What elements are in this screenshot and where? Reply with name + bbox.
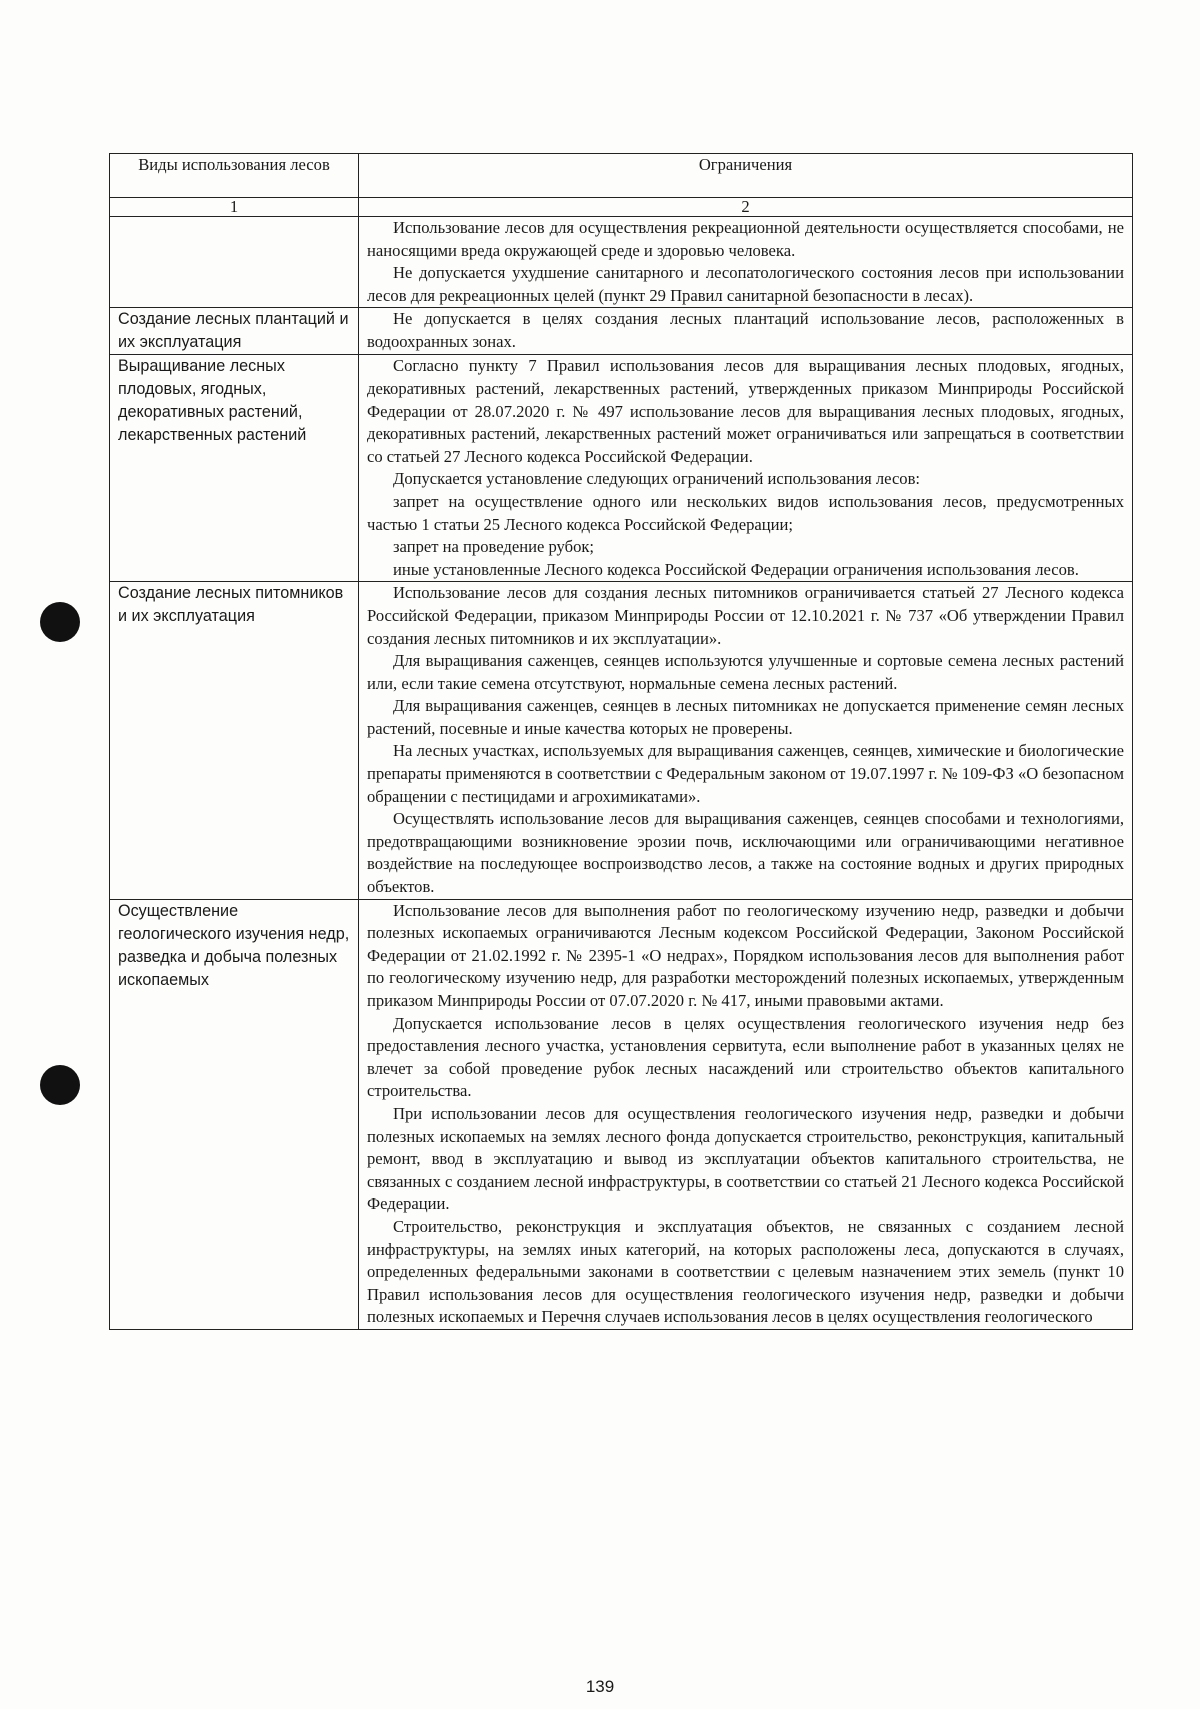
- restriction-paragraph: На лесных участках, используемых для выращивания саженцев, сеянцев, химические и биологические препараты применяются в соответствии с Федеральным законом от 19.07.1997 г. № 109-ФЗ «О безопасном обращении с пестицидами и агрохимикатами».: [367, 741, 1124, 806]
- restriction-paragraph: запрет на осуществление одного или нескольких видов использования лесов, предусмотренных частью 1 статьи 25 Лесного кодекса Российской Федерации;: [367, 491, 1124, 534]
- restriction-paragraph: Использование лесов для выполнения работ по геологическому изучению недр, разведки и добычи полезных ископаемых ограничиваются Лесным кодексом Российской Федерации, Законом Российской Федерации от 21.02.1992 г. № 2395-1 «О недрах», Порядком использования лесов для выполнения работ по геологическому изучению недр, для разработки месторождений полезных ископаемых, утвержденным приказом Минприроды России от 07.07.2020 г. № 417, иными правовыми актами.: [367, 900, 1124, 1010]
- forest-use-restrictions-table: [109, 153, 1133, 1330]
- header-forest-use-types: Виды использования лесов: [110, 154, 359, 198]
- binder-hole-lower: [40, 1065, 80, 1105]
- restriction-paragraph: Осуществлять использование лесов для выращивания саженцев, сеянцев способами и технологиями, предотвращающими возникновение эрозии почв, исключающими или ограничивающими негативное воздействие на последующее воспроизводство лесов, а также на состояние водных и других природных объектов.: [367, 809, 1124, 897]
- restriction-paragraph: иные установленные Лесного кодекса Российской Федерации ограничения использования лесов.: [393, 559, 1079, 579]
- restriction-paragraph: При использовании лесов для осуществления геологического изучения недр, разведки и добычи полезных ископаемых на землях лесного фонда допускается строительство, реконструкция, капитальный ремонт, ввод в эксплуатацию и вывод из эксплуатации объектов капитального строительства, не связанных с созданием лесной инфраструктуры, в соответствии со статьей 21 Лесного кодекса Российской Федерации.: [367, 1103, 1124, 1214]
- table-header-row: [110, 154, 1133, 198]
- restrictions-cell: [359, 355, 1133, 582]
- forest-use-kind: Выращивание лесных плодовых, ягодных, декоративных растений, лекарственных растений: [110, 355, 359, 582]
- table-column-number-row: [110, 198, 1133, 217]
- restriction-paragraph: Не допускается в целях создания лесных плантаций использование лесов, расположенных в водоохранных зонах.: [367, 309, 1124, 351]
- restriction-paragraph: Строительство, реконструкция и эксплуатация объектов, не связанных с созданием лесной инфраструктуры, на землях иных категорий, на которых расположены леса, допускаются в случаях, определенных федеральными законами в соответствии с целевым назначением этих земель (пункт 10 Правил использования лесов для осуществления геологического изучения недр, разведки и добычи полезных ископаемых и Перечня случаев использования лесов в целях осуществления геологического: [367, 1216, 1124, 1327]
- restriction-paragraph: запрет на проведение рубок;: [393, 537, 595, 557]
- header-restrictions: Ограничения: [359, 154, 1133, 198]
- table-row-forest-nurseries: [110, 582, 1133, 899]
- restrictions-cell: [359, 308, 1133, 355]
- forest-use-kind: Создание лесных питомников и их эксплуатация: [110, 582, 359, 899]
- binder-hole-upper: [40, 602, 80, 642]
- table-row-recreation: [110, 217, 1133, 308]
- restriction-paragraph: Для выращивания саженцев, сеянцев в лесных питомниках не допускается применение семян лесных растений, посевные и иные качества которых не проверены.: [367, 696, 1124, 738]
- column-number-2: 2: [359, 198, 1133, 217]
- restriction-paragraph: Допускается установление следующих ограничений использования лесов:: [393, 469, 921, 489]
- restriction-paragraph: Использование лесов для осуществления рекреационной деятельности осуществляется способами, не наносящими вреда окружающей среде и здоровью человека.: [367, 218, 1124, 260]
- table-row-growing-plants: [110, 355, 1133, 582]
- restrictions-cell: [359, 582, 1133, 899]
- table-row-forest-plantations: [110, 308, 1133, 355]
- restrictions-cell: [359, 217, 1133, 308]
- restriction-paragraph: Не допускается ухудшение санитарного и лесопатологического состояния лесов при использовании лесов для рекреационных целей (пункт 29 Правил санитарной безопасности в лесах).: [367, 263, 1124, 305]
- forest-use-kind: Осуществление геологического изучения недр, разведка и добыча полезных ископаемых: [110, 899, 359, 1329]
- restriction-paragraph: Для выращивания саженцев, сеянцев используются улучшенные и сортовые семена лесных растений или, если такие семена отсутствуют, нормальные семена лесных растений.: [367, 651, 1124, 693]
- restriction-paragraph: Использование лесов для создания лесных питомников ограничивается статьей 27 Лесного кодекса Российской Федерации, приказом Минприроды России от 12.10.2021 г. № 737 «Об утверждении Правил создания лесных питомников и их эксплуатации».: [367, 583, 1124, 648]
- restrictions-cell: [359, 899, 1133, 1329]
- forest-use-kind: Создание лесных плантаций и их эксплуатация: [110, 308, 359, 355]
- restriction-paragraph: Согласно пункту 7 Правил использования лесов для выращивания лесных плодовых, ягодных, декоративных растений, лекарственных растений, утвержденных приказом Минприроды Российской Федерации от 28.07.2020 г. № 497 использование лесов для выращивания лесных плодовых, ягодных, декоративных растений, лекарственных растений может ограничиваться или запрещаться в соответствии со статьей 27 Лесного кодекса Российской Федерации.: [367, 356, 1124, 466]
- table-row-geological-study: [110, 899, 1133, 1329]
- restriction-paragraph: Допускается использование лесов в целях осуществления геологического изучения недр без предоставления лесного участка, установления сервитута, если выполнение работ в указанных целях не влечет за собой проведение рубок лесных насаждений или строительство объектов капитального строительства.: [367, 1013, 1124, 1101]
- column-number-1: 1: [110, 198, 359, 217]
- forest-use-kind: [110, 217, 359, 308]
- page-number: 139: [585, 1677, 615, 1696]
